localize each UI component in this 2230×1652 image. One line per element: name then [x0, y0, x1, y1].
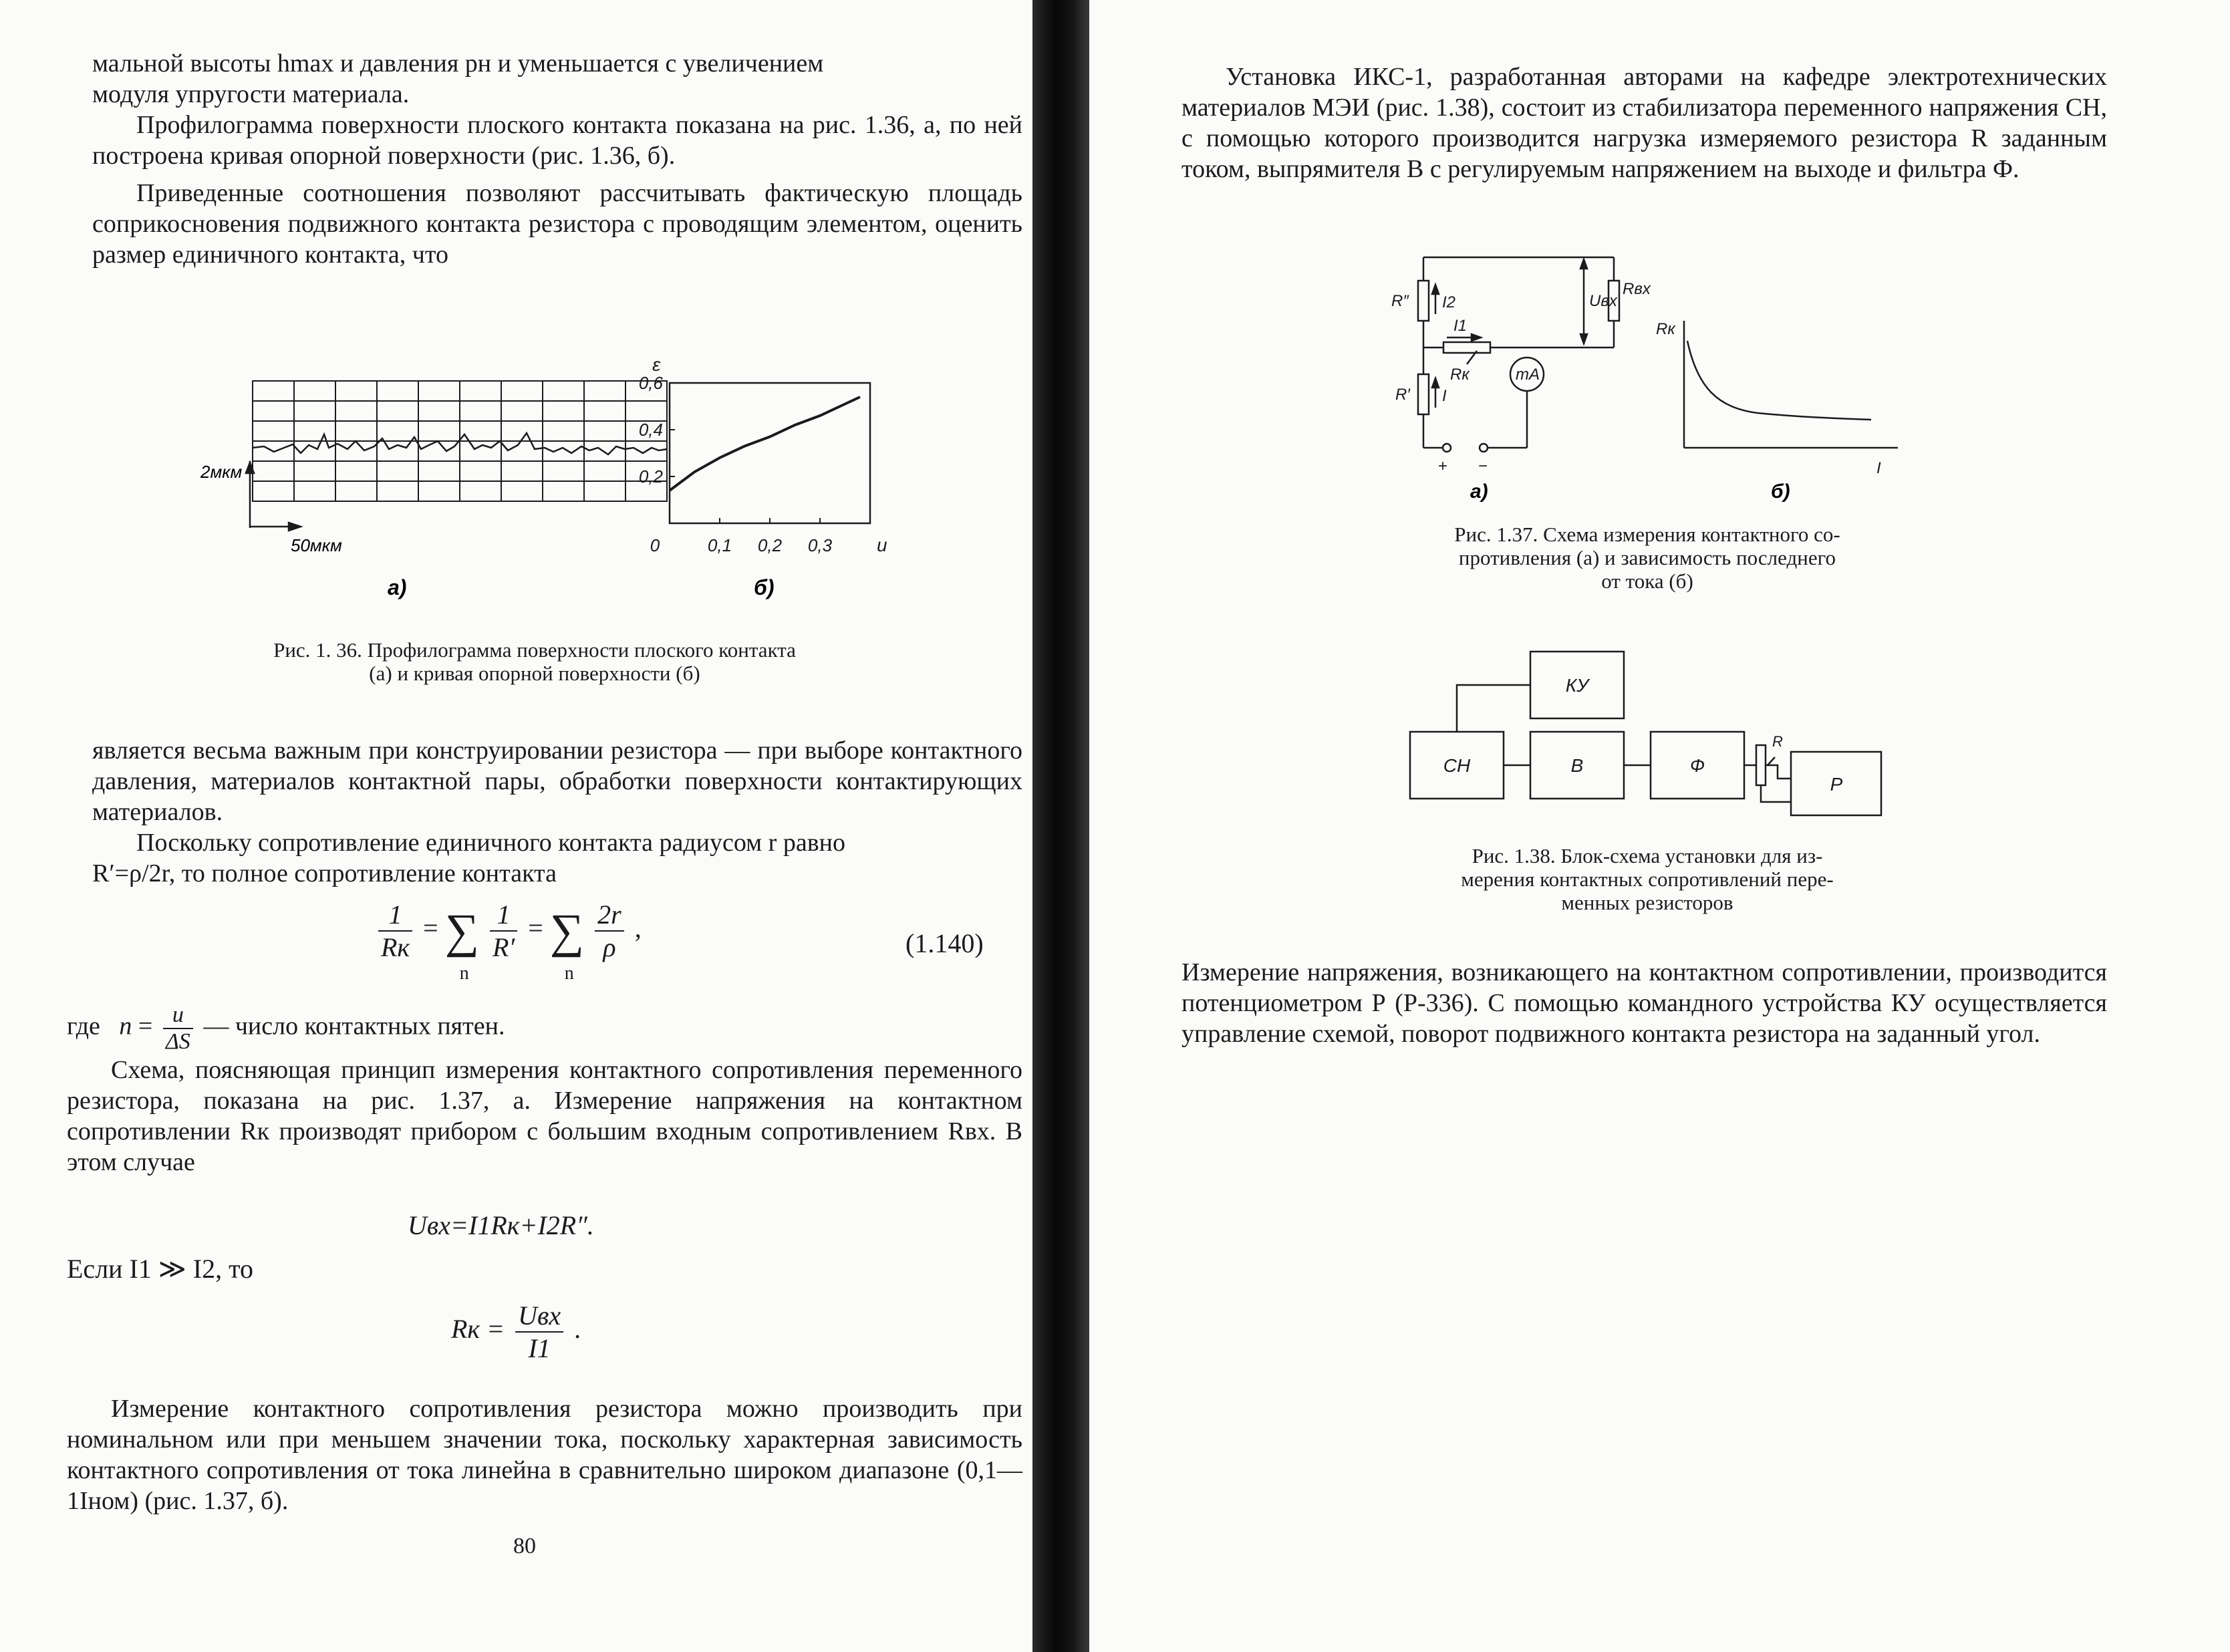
text-line: Поскольку сопротивление единичного контакта радиусом r равно [136, 829, 845, 857]
label-ma: mA [1516, 366, 1540, 384]
figure-1-37-caption [1380, 523, 1915, 593]
x-tick-label: 0 [650, 535, 660, 555]
x-axis-label: u [877, 535, 887, 555]
where-rest: — число контактных пятен. [203, 1012, 505, 1041]
label-i: I [1442, 387, 1447, 405]
chart-frame [670, 383, 870, 523]
sum-index: n [459, 962, 469, 984]
resistor-r2 [1418, 281, 1429, 321]
middle-text [92, 735, 1022, 889]
where-word: где [67, 1012, 100, 1041]
x-tick-label: 0,1 [707, 535, 732, 555]
caption-line: (а) и кривая опорной поверхности (б) [369, 662, 700, 685]
numerator: 2r [595, 899, 624, 932]
caption-line: противления (а) и зависимость последнего [1458, 546, 1836, 569]
paragraph: Измерение напряжения, возникающего на контактном сопротивлении, производится потенциометром Р (Р-336). С помощью командного устройства КУ осуществляется управление схемой, поворот подвижного контакта резистора на заданный угол. [1181, 958, 2107, 1048]
fraction [163, 1002, 193, 1055]
figure-label-b: б) [1771, 480, 1790, 503]
equals-sign: = [528, 913, 543, 944]
figure-1-36-b-chart [621, 353, 889, 573]
right-bottom-text [1181, 957, 2107, 1049]
label-i-axis: I [1876, 459, 1881, 477]
figure-1-38 [1403, 645, 1898, 825]
label-minus: − [1478, 457, 1488, 475]
numerator: Uвх [515, 1300, 563, 1333]
denominator: I1 [528, 1333, 551, 1363]
fraction [378, 899, 412, 963]
figure-1-37 [1383, 247, 1911, 508]
caption-line: Рис. 1.37. Схема измерения контактного со- [1454, 523, 1840, 546]
sum-index: n [564, 962, 574, 984]
bottom-text [67, 1393, 1022, 1516]
equation-u: Uвх=I1Rк+I2R″. [408, 1210, 594, 1240]
page-number: 80 [513, 1534, 536, 1558]
equation-number: (1.140) [905, 928, 984, 958]
label-rk-axis: Rк [1656, 320, 1675, 338]
sum-symbol: ∑ n [549, 904, 585, 984]
label-f: Ф [1689, 755, 1705, 776]
support-curve-svg [621, 353, 889, 573]
label-r1: R′ [1395, 386, 1410, 404]
equals-sign: = [138, 1012, 153, 1041]
var-n: n [119, 1012, 132, 1041]
x-tick-label: 0,2 [757, 535, 783, 555]
denominator: R′ [493, 932, 515, 962]
fraction [490, 899, 517, 963]
label-v: В [1570, 755, 1584, 776]
where-line [67, 1002, 505, 1055]
label-rvx: Rвх [1623, 280, 1651, 298]
numerator: 1 [490, 899, 517, 932]
label-plus: + [1438, 457, 1448, 475]
terminal-plus [1443, 444, 1451, 452]
label-rk: Rк [1450, 366, 1470, 384]
text-line: мальной высоты hmax и давления pн и уменьшается с увеличением [92, 49, 824, 78]
denominator: ΔS [165, 1029, 190, 1054]
y-axis-label: ε [652, 354, 661, 375]
resistor-r1 [1418, 374, 1429, 414]
caption-line: Рис. 1. 36. Профилограмма поверхности плоского контакта [273, 638, 796, 662]
rk-lhs: Rк = [451, 1314, 505, 1345]
scale-x-label: 50мкм [291, 535, 342, 555]
figure-1-36-caption [167, 638, 902, 685]
denominator: Rк [381, 932, 410, 962]
figure-label-a: а) [1470, 480, 1488, 503]
paragraph: является весьма важным при конструировании резистора — при выборе контактного давления, материалов контактной пары, обработки поверхности контактирующих материалов. [92, 736, 1022, 826]
scale-y-label: 2мкм [200, 462, 243, 482]
resistor-rk [1443, 342, 1490, 353]
label-r2: R″ [1391, 292, 1409, 310]
profilogram-scale [246, 461, 301, 531]
label-uvx: Uвх [1589, 292, 1617, 310]
paragraph: Установка ИКС-1, разработанная авторами на кафедре электротехнических материалов МЭИ (рис. 1.38), состоит из стабилизатора переменного напряжения СН, с помощью которого производится нагрузка измеряемого резистора R заданным током, выпрямителя В с регулируемым напряжением на выходе и фильтра Ф. [1181, 63, 2107, 183]
y-tick-label: 0,4 [638, 420, 663, 440]
book-spine [1032, 0, 1089, 1652]
top-text [92, 48, 1022, 270]
caption-line: мерения контактных сопротивлений пере- [1461, 867, 1834, 891]
dot: . [574, 1314, 581, 1345]
label-ku: КУ [1565, 675, 1589, 696]
text-line: R′=ρ/2r, то полное сопротивление контакта [92, 859, 557, 887]
denominator: ρ [603, 932, 616, 962]
numerator: 1 [378, 899, 412, 932]
label-i2: I2 [1442, 293, 1456, 311]
text-line: модуля упругости материала. [92, 80, 410, 108]
rk-vs-i-graph [1684, 321, 1898, 448]
caption-line: Рис. 1.38. Блок-схема установки для из- [1472, 844, 1823, 867]
paragraph: Измерение контактного сопротивления резистора можно производить при номинальном или при меньшем значении тока, поскольку характерная зависимость контактного сопротивления от тока линейна в сравнительно широком диапазоне (0,1—1Iном) (рис. 1.37, б). [67, 1395, 1022, 1515]
paragraph: Профилограмма поверхности плоского контакта показана на рис. 1.36, а, по ней построена кривая опорной поверхности (рис. 1.36, б). [92, 111, 1022, 170]
label-sn: СН [1443, 755, 1471, 776]
support-curve-line [670, 397, 860, 491]
equation-1-140 [374, 899, 642, 984]
y-tick-label: 0,2 [638, 466, 663, 487]
sum-symbol: ∑ n [444, 904, 480, 984]
fraction [595, 899, 624, 963]
terminal-minus [1480, 444, 1488, 452]
label-p: Р [1830, 774, 1843, 795]
label-r: R [1772, 733, 1783, 750]
figure-1-38-caption [1390, 844, 1905, 914]
paragraph: Приведенные соотношения позволяют рассчитывать фактическую площадь соприкосновения подвижного контакта резистора с проводящим элементом, оценить размер единичного контакта, что [92, 179, 1022, 269]
resistor-r [1756, 745, 1766, 785]
if-line: Если I1 ≫ I2, то [67, 1254, 254, 1284]
figure-1-37-graphics [1383, 247, 1911, 508]
right-top-text [1181, 61, 2107, 184]
y-tick-label: 0,6 [638, 373, 663, 393]
figure-1-38-graphics [1403, 645, 1898, 825]
scheme-text [67, 1055, 1022, 1178]
figure-label-a: а) [388, 575, 407, 599]
label-i1: I1 [1453, 317, 1468, 335]
paragraph: Схема, поясняющая принцип измерения контактного сопротивления переменного резистора, показана на рис. 1.37, а. Измерение напряжения на контактном сопротивлении Rк производят прибором с большим входным сопротивлением Rвх. В этом случае [67, 1056, 1022, 1176]
numerator: u [163, 1002, 193, 1029]
caption-line: от тока (б) [1601, 569, 1693, 593]
equation-rk [451, 1300, 581, 1364]
fraction [515, 1300, 563, 1364]
caption-line: менных резисторов [1561, 891, 1733, 914]
equals-sign: = [423, 913, 438, 944]
rk-curve [1687, 341, 1871, 420]
figure-label-b: б) [754, 575, 775, 599]
x-tick-label: 0,3 [807, 535, 833, 555]
comma: , [634, 913, 642, 944]
